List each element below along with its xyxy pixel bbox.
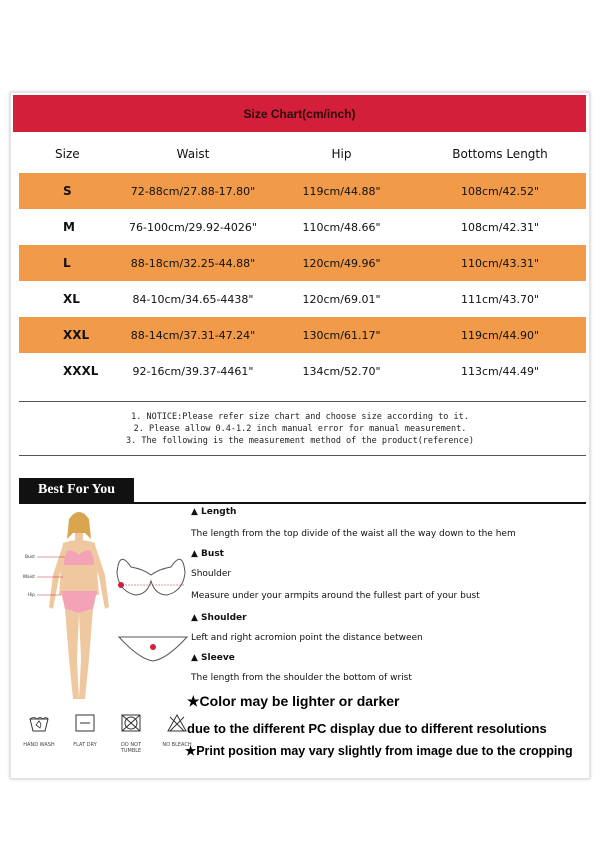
waist-cell: 92-16cm/39.37-4461"	[132, 364, 254, 378]
color-warning: ★Color may be lighter or darker	[187, 693, 400, 709]
waist-cell: 76-100cm/29.92-4026"	[129, 220, 257, 234]
table-row	[19, 173, 586, 209]
length-cell: 108cm/42.52"	[460, 184, 539, 198]
table-row	[19, 317, 586, 353]
hand-wash-icon	[28, 713, 50, 733]
best-for-you-label: Best For You	[19, 478, 134, 502]
body-figure-icon	[19, 509, 189, 709]
bust-desc-2: Measure under your armpits around the fullest part of your bust	[191, 591, 480, 601]
size-cell: S	[63, 184, 72, 198]
sleeve-desc: The length from the shoulder the bottom of wrist	[191, 673, 412, 683]
fig-label-bust: Bust	[24, 555, 35, 560]
table-header	[19, 135, 586, 173]
bust-desc: Shoulder	[191, 569, 232, 579]
care-item	[157, 713, 197, 748]
care-item	[19, 713, 59, 748]
flat-dry-icon	[74, 713, 96, 733]
waist-cell: 88-18cm/32.25-44.88"	[130, 256, 256, 270]
size-notes	[11, 411, 589, 447]
table-row	[19, 245, 586, 281]
resolution-warning: due to the different PC display due to different resolutions	[187, 721, 547, 736]
size-chart-card	[10, 92, 590, 779]
measurement-illustration	[19, 509, 189, 709]
shoulder-heading: ▲ Shoulder	[191, 613, 247, 623]
length-cell: 119cm/44.90"	[460, 328, 539, 342]
col-bottoms-length: Bottoms Length	[452, 147, 548, 161]
waist-cell: 84-10cm/34.65-4438"	[132, 292, 254, 306]
length-heading: ▲ Length	[191, 507, 237, 517]
length-cell: 110cm/43.31"	[460, 256, 539, 270]
length-cell: 113cm/44.49"	[460, 364, 539, 378]
size-table	[19, 135, 586, 389]
note-line: 2. Please allow 0.4-1.2 inch manual error for manual measurement.	[133, 424, 467, 434]
col-hip: Hip	[331, 147, 352, 161]
sleeve-heading: ▲ Sleeve	[191, 653, 235, 663]
bust-heading: ▲ Bust	[191, 549, 224, 559]
note-line: 1. NOTICE:Please refer size chart and choose size according to it.	[131, 412, 469, 422]
divider	[19, 401, 586, 402]
size-cell: M	[63, 220, 75, 234]
care-label: HAND WASH	[23, 742, 55, 748]
waist-cell: 72-88cm/27.88-17.80"	[130, 184, 256, 198]
hip-cell: 120cm/49.96"	[302, 256, 381, 270]
care-label: DO NOT TUMBLE	[120, 742, 142, 754]
size-chart-title: Size Chart(cm/inch)	[13, 95, 586, 132]
waist-cell: 88-14cm/37.31-47.24"	[130, 328, 256, 342]
hip-cell: 110cm/48.66"	[302, 220, 381, 234]
care-item	[65, 713, 105, 748]
hip-cell: 134cm/52.70"	[302, 364, 381, 378]
table-row	[19, 209, 586, 245]
col-waist: Waist	[176, 147, 210, 161]
table-row	[19, 353, 586, 389]
fig-label-waist: Waist	[22, 575, 35, 580]
size-cell: XXL	[63, 328, 90, 342]
divider	[19, 455, 586, 456]
size-cell: L	[63, 256, 71, 270]
best-for-you-header	[19, 478, 586, 504]
care-label: FLAT DRY	[73, 742, 97, 748]
hip-cell: 130cm/61.17"	[302, 328, 381, 342]
shoulder-desc: Left and right acromion point the distance between	[191, 633, 423, 643]
size-cell: XXXL	[63, 364, 99, 378]
care-instructions	[19, 713, 192, 773]
fig-label-hip: Hip	[27, 593, 35, 598]
length-cell: 108cm/42.31"	[460, 220, 539, 234]
hip-cell: 119cm/44.88"	[302, 184, 381, 198]
print-warning: ★Print position may vary slightly from image due to the cropping	[185, 744, 573, 758]
size-cell: XL	[63, 292, 80, 306]
length-desc: The length from the top divide of the waist all the way down to the hem	[191, 529, 516, 539]
no-tumble-dry-icon	[120, 713, 142, 733]
care-item	[111, 713, 151, 754]
length-cell: 111cm/43.70"	[460, 292, 539, 306]
col-size: Size	[55, 147, 80, 161]
do-not-bleach-icon	[166, 713, 188, 733]
table-row	[19, 281, 586, 317]
care-label: NO BLEACH	[162, 742, 192, 748]
note-line: 3. The following is the measurement method of the product(reference)	[126, 436, 474, 446]
hip-cell: 120cm/69.01"	[302, 292, 381, 306]
